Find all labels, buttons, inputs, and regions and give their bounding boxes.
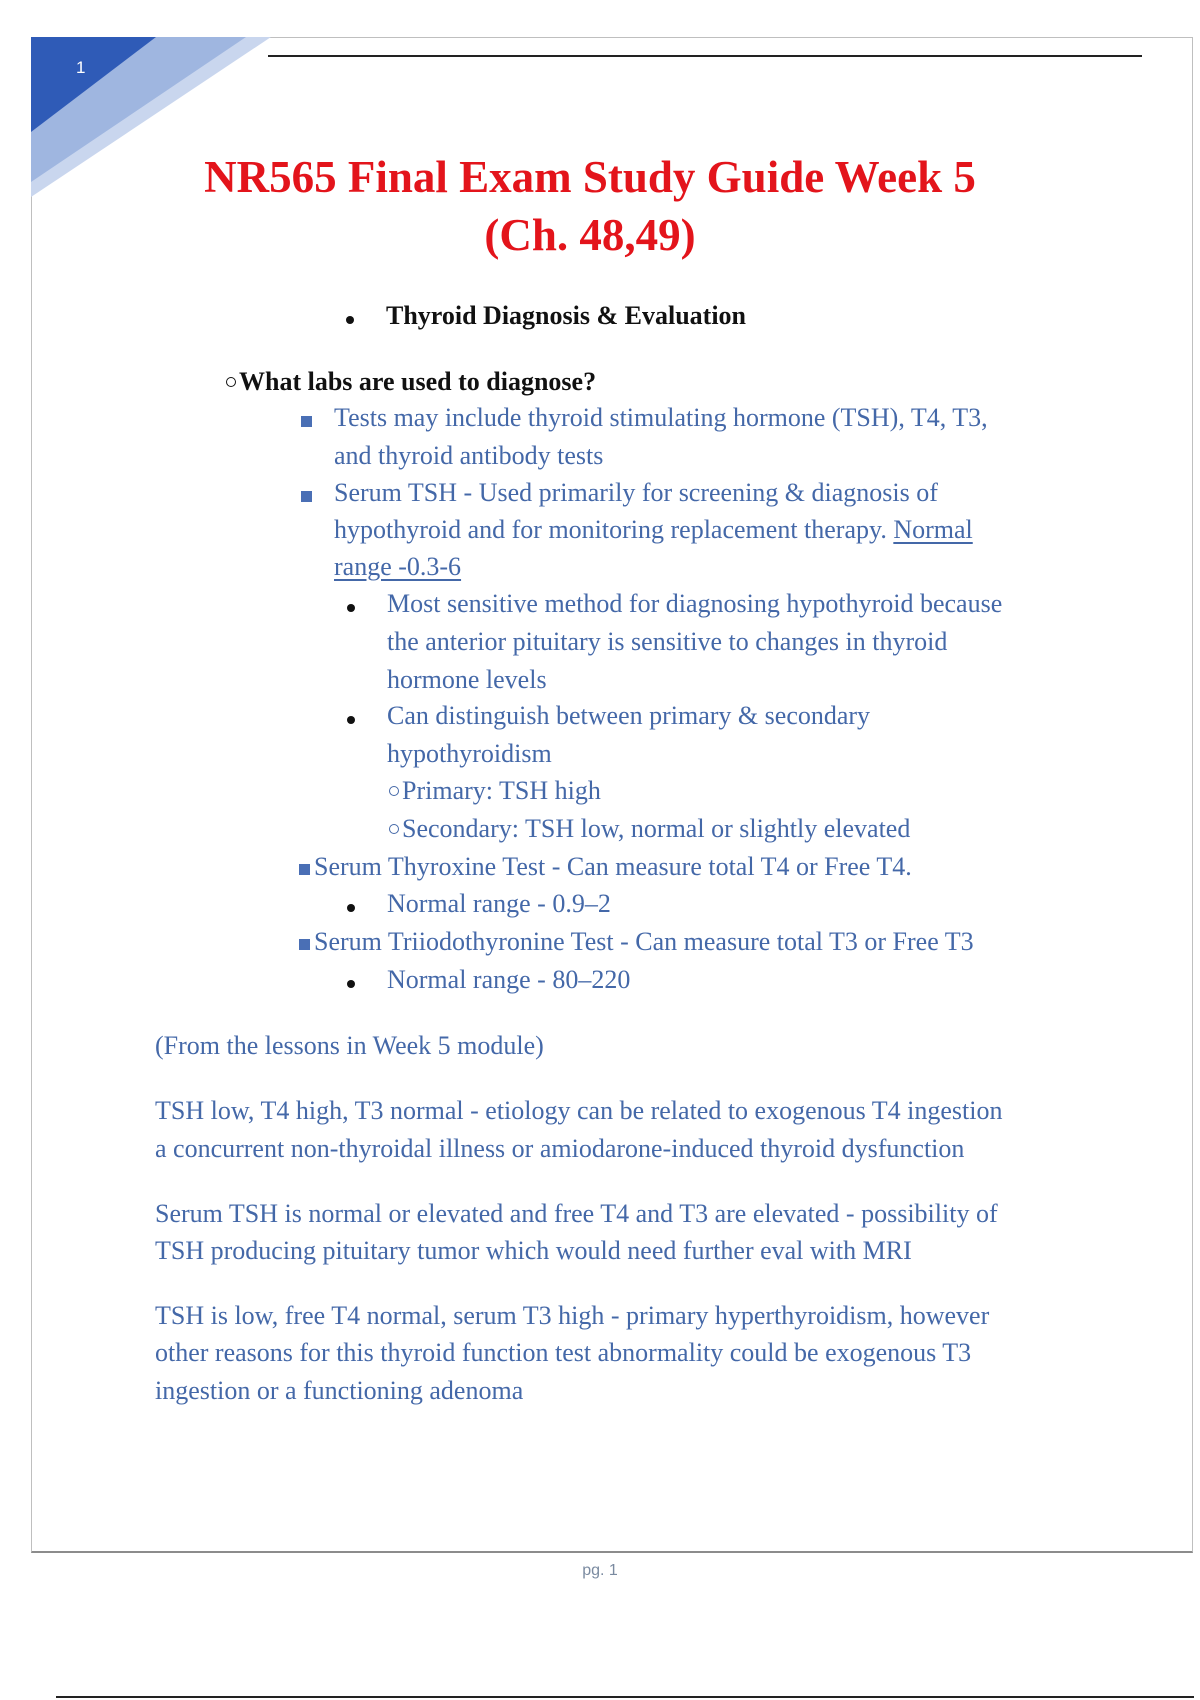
triiodothyronine-line: Serum Triiodothyronine Test - Can measure total T3 or Free T3 bbox=[314, 927, 974, 956]
tests-line-1: Tests may include thyroid stimulating hormone (TSH), T4, T3, bbox=[334, 403, 988, 432]
tsh-line-2-text: hypothyroid and for monitoring replacement therapy. bbox=[334, 515, 894, 544]
footer-rule bbox=[56, 1696, 1194, 1698]
triiodothyronine-range: Normal range - 80–220 bbox=[387, 965, 631, 994]
sensitive-line-2: the anterior pituitary is sensitive to changes in thyroid bbox=[387, 627, 948, 656]
paragraph-2-line-2: TSH producing pituitary tumor which would need further eval with MRI bbox=[155, 1236, 912, 1265]
section-heading: Thyroid Diagnosis & Evaluation bbox=[386, 301, 747, 330]
dot-bullet-icon bbox=[347, 604, 355, 612]
thyroxine-line: Serum Thyroxine Test - Can measure total T4 or Free T4. bbox=[314, 852, 912, 881]
paragraph-2-line-1: Serum TSH is normal or elevated and free T4 and T3 are elevated - possibility of bbox=[155, 1199, 998, 1228]
dot-bullet-icon bbox=[347, 980, 355, 988]
title-line-2: (Ch. 48,49) bbox=[484, 210, 696, 260]
primary-text: Primary: TSH high bbox=[402, 776, 601, 805]
sensitive-line-1: Most sensitive method for diagnosing hypothyroid because bbox=[387, 589, 1003, 618]
square-bullet-icon bbox=[299, 939, 310, 950]
distinguish-line-1: Can distinguish between primary & secondary bbox=[387, 701, 871, 730]
hollow-bullet-icon bbox=[226, 377, 236, 387]
question-text: What labs are used to diagnose? bbox=[239, 367, 597, 396]
source-note: (From the lessons in Week 5 module) bbox=[155, 1031, 544, 1060]
page-footer-label: pg. 1 bbox=[582, 1562, 618, 1579]
tsh-line-1: Serum TSH - Used primarily for screening & diagnosis of bbox=[334, 478, 938, 507]
page-title bbox=[100, 148, 1080, 264]
dot-bullet-icon bbox=[347, 904, 355, 912]
hollow-bullet-icon bbox=[389, 786, 399, 796]
hollow-bullet-icon bbox=[389, 824, 399, 834]
header-rule bbox=[268, 55, 1142, 57]
paragraph-1-line-2: a concurrent non-thyroidal illness or amiodarone-induced thyroid dysfunction bbox=[155, 1134, 965, 1163]
title-line-1: NR565 Final Exam Study Guide Week 5 bbox=[204, 152, 976, 202]
thyroxine-range: Normal range - 0.9–2 bbox=[387, 889, 611, 918]
square-bullet-icon bbox=[301, 416, 312, 427]
dot-bullet-icon bbox=[347, 716, 355, 724]
secondary-line bbox=[389, 814, 910, 844]
normal-underlined: Normal bbox=[893, 515, 973, 544]
tsh-range: range -0.3-6 bbox=[334, 552, 462, 581]
page-number-badge: 1 bbox=[76, 58, 86, 77]
tests-line-2: and thyroid antibody tests bbox=[334, 441, 604, 470]
primary-line bbox=[389, 776, 601, 806]
square-bullet-icon bbox=[301, 491, 312, 502]
paragraph-3-line-1: TSH is low, free T4 normal, serum T3 high - primary hyperthyroidism, however bbox=[155, 1301, 990, 1330]
distinguish-line-2: hypothyroidism bbox=[387, 739, 552, 768]
square-bullet-icon bbox=[299, 864, 310, 875]
sensitive-line-3: hormone levels bbox=[387, 665, 547, 694]
paragraph-1-line-1: TSH low, T4 high, T3 normal - etiology can be related to exogenous T4 ingestion bbox=[155, 1096, 1003, 1125]
section-bullet bbox=[346, 316, 354, 324]
paragraph-3-line-2: other reasons for this thyroid function test abnormality could be exogenous T3 bbox=[155, 1338, 972, 1367]
paragraph-3-line-3: ingestion or a functioning adenoma bbox=[155, 1376, 524, 1405]
secondary-text: Secondary: TSH low, normal or slightly elevated bbox=[402, 814, 911, 843]
tsh-line-2 bbox=[334, 515, 973, 545]
question-heading bbox=[226, 367, 596, 397]
